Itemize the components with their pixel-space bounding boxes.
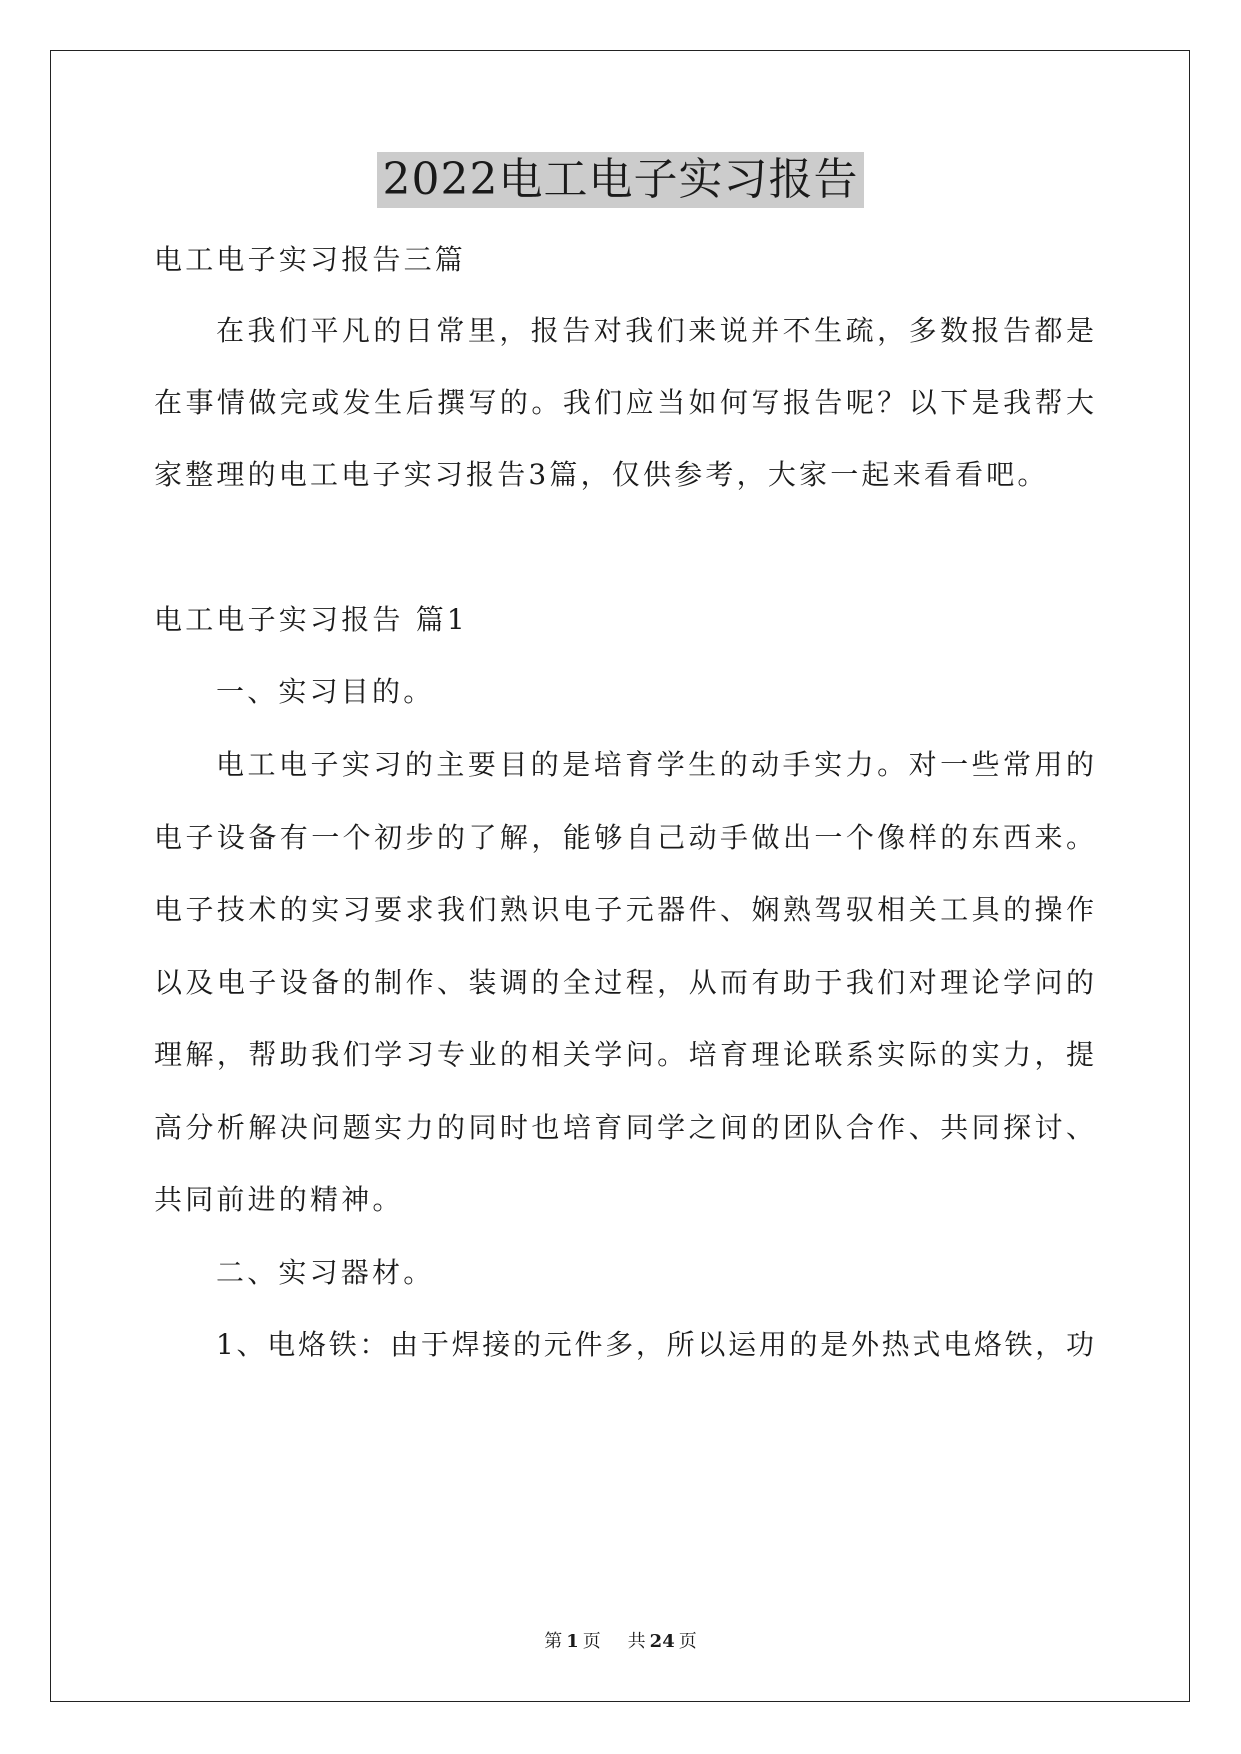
page-number: 1: [566, 1631, 579, 1652]
paragraph-line: 1、电烙铁：由于焊接的元件多，所以运用的是外热式电烙铁，功: [216, 1328, 1094, 1361]
paragraph-line: 电子设备有一个初步的了解，能够自己动手做出一个像样的东西来。: [154, 821, 1094, 854]
total-suffix: 页: [678, 1631, 697, 1652]
section-heading: 电工电子实习报告 篇1: [154, 603, 468, 636]
paragraph-line: 理解，帮助我们学习专业的相关学问。培育理论联系实际的实力，提: [154, 1038, 1094, 1071]
total-prefix: 共: [627, 1631, 646, 1652]
page-suffix: 页: [582, 1631, 601, 1652]
paragraph-line: 高分析解决问题实力的同时也培育同学之间的团队合作、共同探讨、: [154, 1111, 1094, 1144]
subtitle-line: 电工电子实习报告三篇: [154, 243, 467, 276]
paragraph-line: 在我们平凡的日常里，报告对我们来说并不生疏，多数报告都是: [216, 314, 1094, 347]
total-pages: 24: [649, 1631, 675, 1652]
subsection-heading: 二、实习器材。: [216, 1256, 435, 1289]
paragraph-line: 以及电子设备的制作、装调的全过程，从而有助于我们对理论学问的: [154, 966, 1094, 999]
paragraph-line: 电子技术的实习要求我们熟识电子元器件、娴熟驾驭相关工具的操作: [154, 893, 1094, 926]
paragraph-line: 在事情做完或发生后撰写的。我们应当如何写报告呢？以下是我帮大: [154, 386, 1094, 419]
paragraph-line: 共同前进的精神。: [154, 1183, 404, 1216]
paragraph-line: 电工电子实习的主要目的是培育学生的动手实力。对一些常用的: [216, 748, 1094, 781]
document-title: 2022电工电子实习报告: [377, 152, 865, 208]
subsection-heading: 一、实习目的。: [216, 675, 435, 708]
paragraph-line: 家整理的电工电子实习报告3篇，仅供参考，大家一起来看看吧。: [154, 458, 1049, 491]
page-prefix: 第: [544, 1631, 563, 1652]
title-container: [0, 152, 1241, 208]
page-footer: [0, 1630, 1241, 1654]
page-border: [50, 50, 1190, 1702]
